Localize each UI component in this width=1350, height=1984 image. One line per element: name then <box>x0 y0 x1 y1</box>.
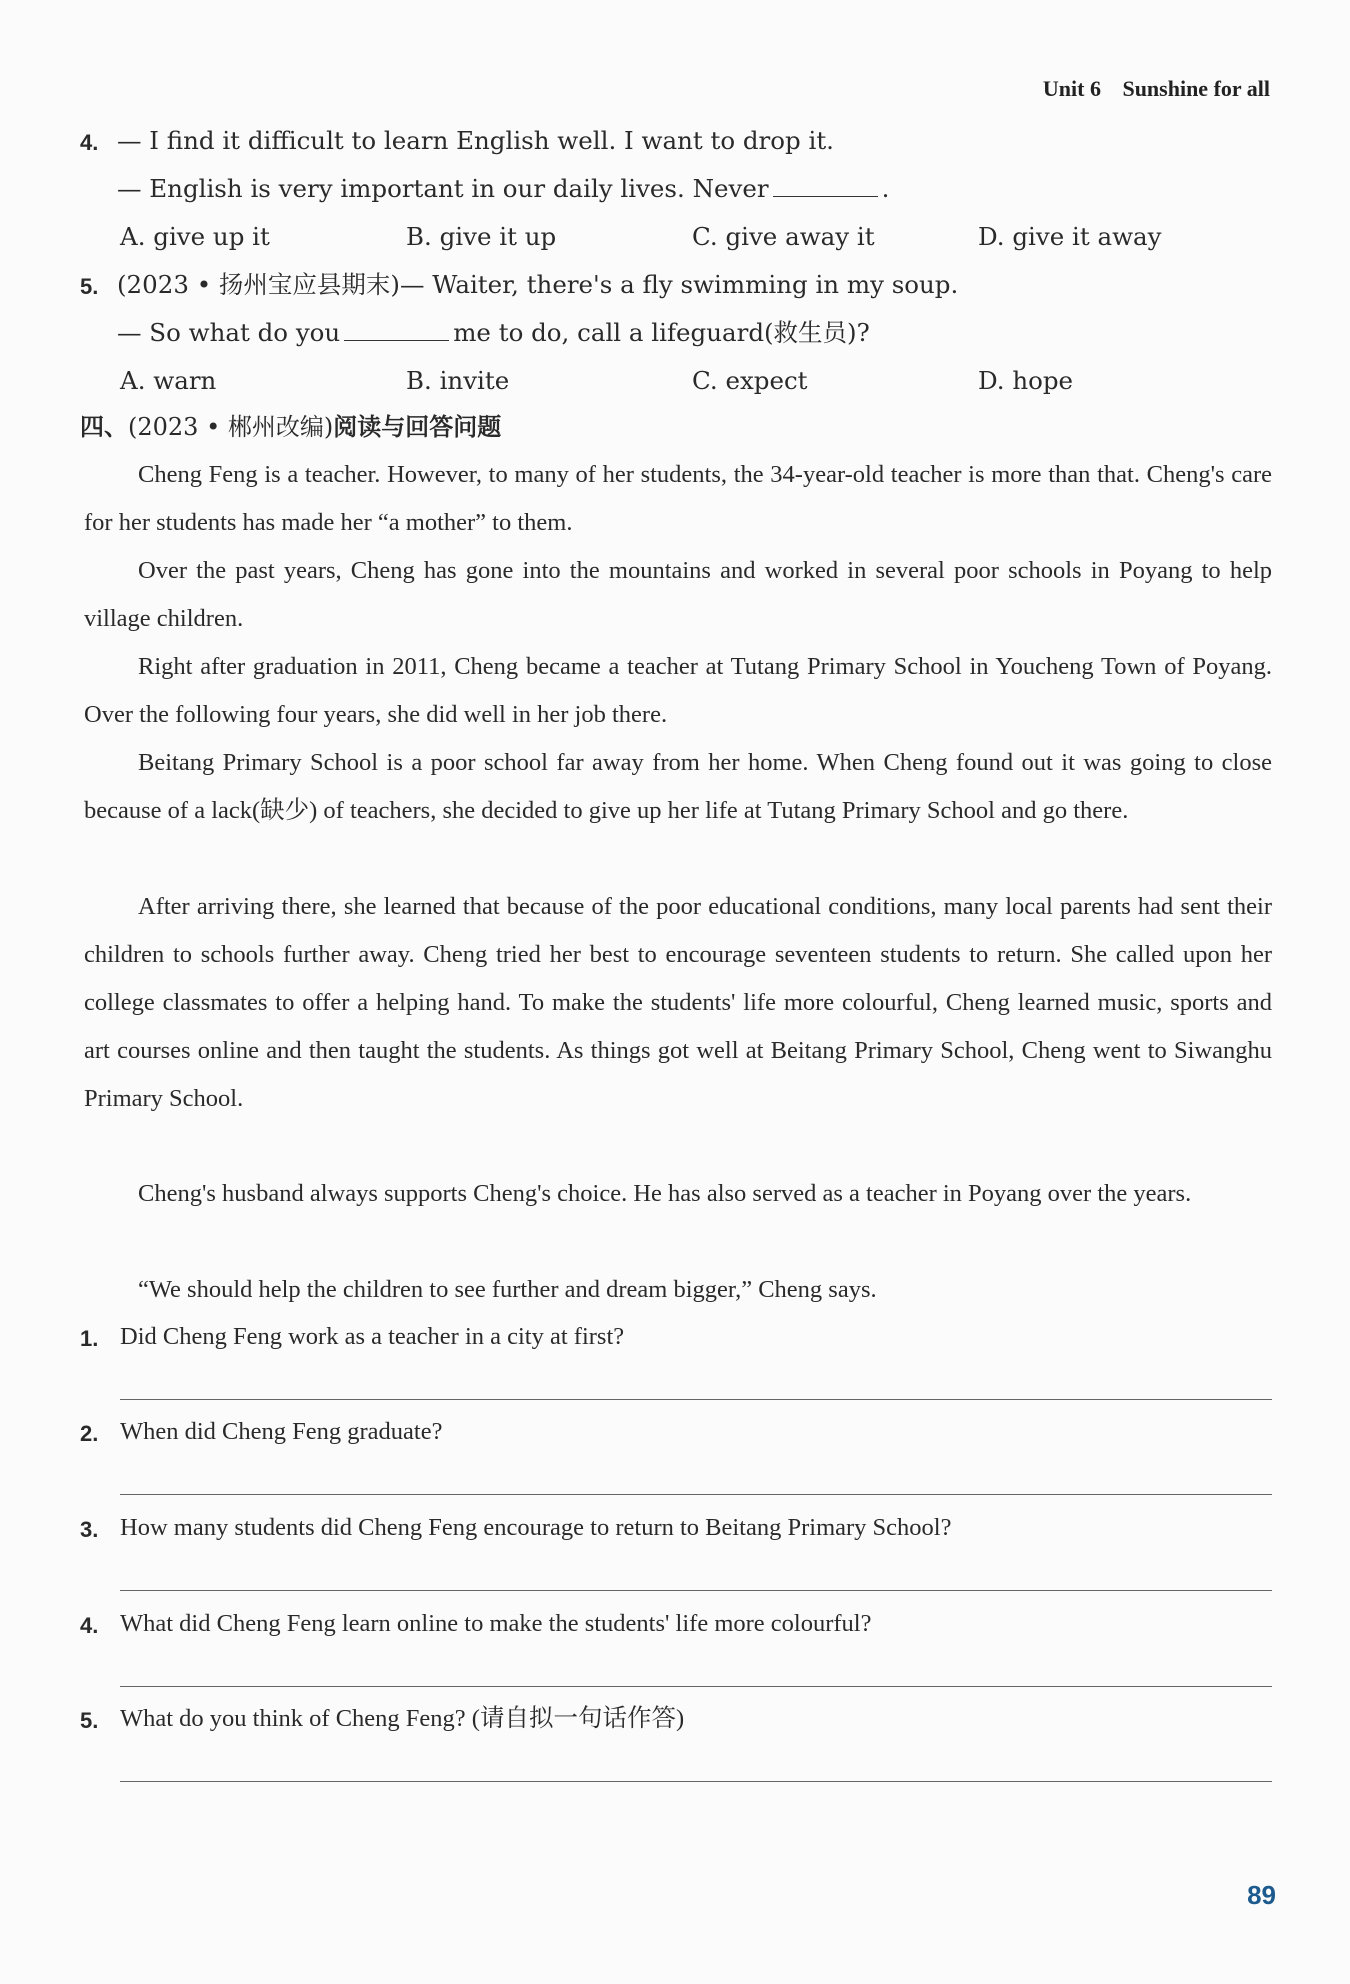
question-text: When did Cheng Feng graduate? <box>120 1418 443 1445</box>
question-number: 2. <box>80 1421 99 1446</box>
option-d[interactable]: D. give it away <box>978 222 1162 251</box>
answer-line-5[interactable] <box>120 1781 1272 1782</box>
section-source: (2023 • 郴州改编) <box>128 413 334 441</box>
question-number: 5. <box>80 1708 99 1733</box>
question-number: 3. <box>80 1517 99 1542</box>
question-text: What did Cheng Feng learn online to make the students' life more colourful? <box>120 1610 872 1637</box>
passage-paragraph-4: Beitang Primary School is a poor school far away from her home. When Cheng found out it was going to close because of a lack(缺少) of teachers, she decided to give up her life at Tutang Primary School and go there. <box>84 749 1272 824</box>
passage-paragraph-5: After arriving there, she learned that because of the poor educational conditions, many local parents had sent their children to schools further away. Cheng tried her best to encourage seventeen students to return. She called upon her college classmates to offer a helping hand. To make the students' life more colourful, Cheng learned music, sports and art courses online and then taught the students. As things got well at Beitang Primary School, Cheng went to Siwanghu Primary School. <box>84 893 1272 1112</box>
passage-paragraph-7: “We should help the children to see further and dream bigger,” Cheng says. <box>138 1276 877 1303</box>
unit-title: Sunshine for all <box>1122 76 1270 101</box>
passage-paragraph-1: Cheng Feng is a teacher. However, to many of her students, the 34-year-old teacher is more than that. Cheng's care for her students has made her “a mother” to them. <box>84 461 1272 536</box>
passage-paragraph-6: Cheng's husband always supports Cheng's choice. He has also served as a teacher in Poyang over the years. <box>138 1180 1192 1207</box>
mc-question-text: — I find it difficult to learn English well. I want to drop it. <box>117 126 834 155</box>
section-heading <box>80 412 501 442</box>
option-b[interactable]: B. invite <box>406 366 510 395</box>
answer-blank[interactable] <box>344 318 449 341</box>
option-b[interactable]: B. give it up <box>406 222 557 251</box>
passage-paragraph-3: Right after graduation in 2011, Cheng became a teacher at Tutang Primary School in Youcheng Town of Poyang. Over the following four years, she did well in her job there. <box>84 653 1272 728</box>
question-text: Did Cheng Feng work as a teacher in a city at first? <box>120 1323 625 1350</box>
mc-question-number: 4. <box>80 130 99 155</box>
question-number: 1. <box>80 1326 99 1351</box>
question-number: 4. <box>80 1613 99 1638</box>
mc-question-text: (2023 • 扬州宝应县期末)— Waiter, there's a fly swimming in my soup. <box>117 270 959 299</box>
answer-blank[interactable] <box>773 174 878 197</box>
option-a[interactable]: A. give up it <box>120 222 270 251</box>
answer-line-2[interactable] <box>120 1494 1272 1495</box>
option-c[interactable]: C. expect <box>692 366 808 395</box>
mc-question-text: — So what do you me to do, call a lifeguard(救生员)? <box>117 318 870 347</box>
answer-line-4[interactable] <box>120 1686 1272 1687</box>
option-d[interactable]: D. hope <box>978 366 1074 395</box>
answer-line-3[interactable] <box>120 1590 1272 1591</box>
section-title: 阅读与回答问题 <box>333 413 502 441</box>
passage-paragraph-2: Over the past years, Cheng has gone into the mountains and worked in several poor schools in Poyang to help village children. <box>84 557 1272 632</box>
answer-line-1[interactable] <box>120 1399 1272 1400</box>
question-text: What do you think of Cheng Feng? (请自拟一句话作答) <box>120 1705 685 1732</box>
mc-question-number: 5. <box>80 274 99 299</box>
option-a[interactable]: A. warn <box>120 366 217 395</box>
mc-question-text: — English is very important in our daily lives. Never . <box>117 174 890 203</box>
question-text: How many students did Cheng Feng encourage to return to Beitang Primary School? <box>120 1514 952 1541</box>
section-prefix: 四、 <box>80 413 128 441</box>
option-c[interactable]: C. give away it <box>692 222 875 251</box>
unit-label: Unit 6 <box>1042 76 1101 101</box>
page-header <box>1043 76 1270 102</box>
page-number: 89 <box>1247 1880 1276 1910</box>
